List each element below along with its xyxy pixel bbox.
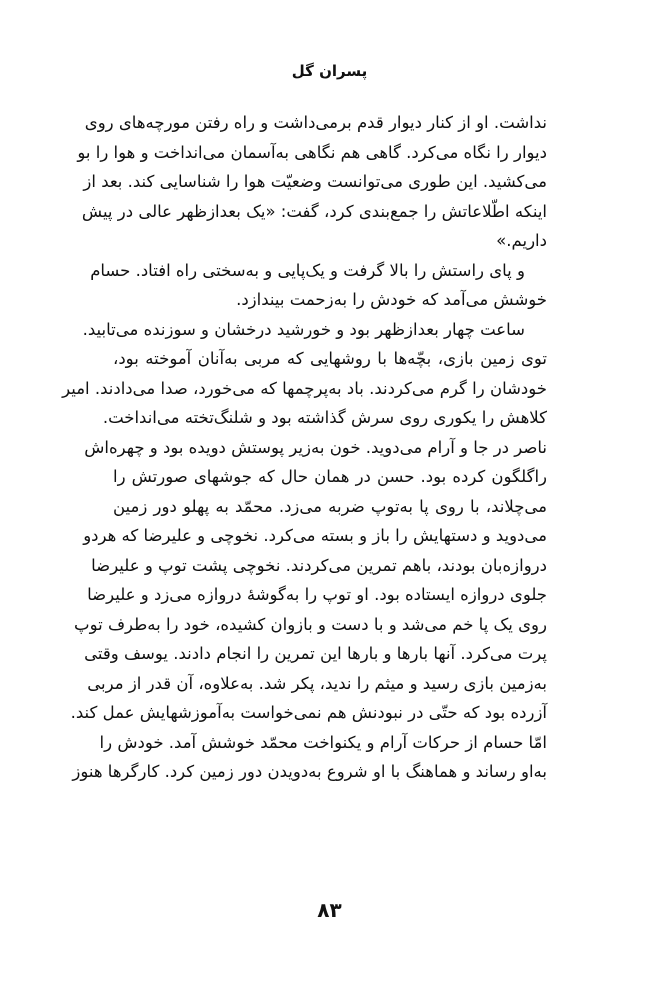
page-number: ۸۳: [317, 898, 342, 922]
text-line: می‌دوید و دستهایش را باز و بسته می‌کرد. نخوچی و علیرضا که هردو: [83, 526, 547, 545]
text-line: توی زمین بازی، بچّه‌ها با روشهایی که مربی به‌آنان آموخته بود،: [113, 349, 547, 368]
text-line: جلوی دروازه ایستاده بود. او توپ را به‌گوشهٔ دروازه می‌زد و علیرضا: [87, 585, 547, 604]
text-line: ناصر در جا و آرام می‌دوید. خون به‌زیر پوستش دویده بود و چهره‌اش: [84, 437, 547, 457]
text-line: به‌او رساند و هماهنگ با او شروع به‌دویدن دور زمین کرد. کارگرها هنوز: [72, 762, 547, 781]
text-line: دیوار را نگاه می‌کرد. گاهی هم نگاهی به‌آسمان می‌انداخت و هوا را بو: [77, 142, 547, 162]
text-line: می‌کشید. این طوری می‌توانست وضعیّت هوا را شناسایی کند. بعد از: [83, 172, 547, 191]
text-line: آزرده بود که حتّی در نبودنش هم نمی‌خواست به‌آموزشهایش عمل کند.: [70, 703, 547, 722]
text-line: خوشش می‌آمد که خودش را به‌زحمت بیندازد.: [236, 290, 547, 309]
text-line: راگلگون کرده بود. حسن در همان حال که جوشهای صورتش را: [113, 467, 547, 486]
text-line: امّا حسام از حرکات آرام و یکنواخت محمّد خوشش آمد. خودش را: [99, 732, 547, 752]
text-line: دروازه‌بان بودند، باهم تمرین می‌کردند. نخوچی پشت توپ و علیرضا: [91, 555, 547, 575]
text-line: پرت می‌کرد. آنها بارها و بارها این تمرین را انجام دادند. یوسف وقتی: [84, 644, 547, 663]
text-line: ساعت چهار بعدازظهر بود و خورشید درخشان و سوزنده می‌تابید.: [82, 319, 525, 339]
text-line: نداشت. او از کنار دیوار قدم برمی‌داشت و راه رفتن مورچه‌های روی: [84, 113, 547, 132]
text-line: خودشان را گرم می‌کردند. باد به‌پرچمها که می‌خورد، صدا می‌دادند. امیر: [62, 378, 547, 398]
text-line: اینکه اطّلاعاتش را جمع‌بندی کرد، گفت: «یک بعدازظهر عالی در پیش: [81, 201, 547, 221]
text-line: کلاهش را یکوری روی سرش گذاشته بود و شلنگ‌تخته می‌انداخت.: [102, 408, 547, 427]
text-line: داریم.»: [496, 231, 547, 250]
running-head: پسران گل: [291, 62, 368, 80]
text-line: روی یک پا خم می‌شد و با دست و بازوان کشیده، خود را به‌طرف توپ: [74, 614, 547, 634]
text-line: می‌چلاند، با روی پا به‌توپ ضربه می‌زد. محمّد به پهلو دور زمین: [113, 496, 547, 516]
text-line: و پای راستش را بالا گرفت و یک‌پایی و به‌سختی راه افتاد. حسام: [90, 260, 525, 280]
text-line: به‌زمین بازی رسید و میثم را ندید، پکر شد. به‌علاوه، آن قدر از مربی: [87, 673, 547, 693]
body-text: [62, 108, 547, 787]
